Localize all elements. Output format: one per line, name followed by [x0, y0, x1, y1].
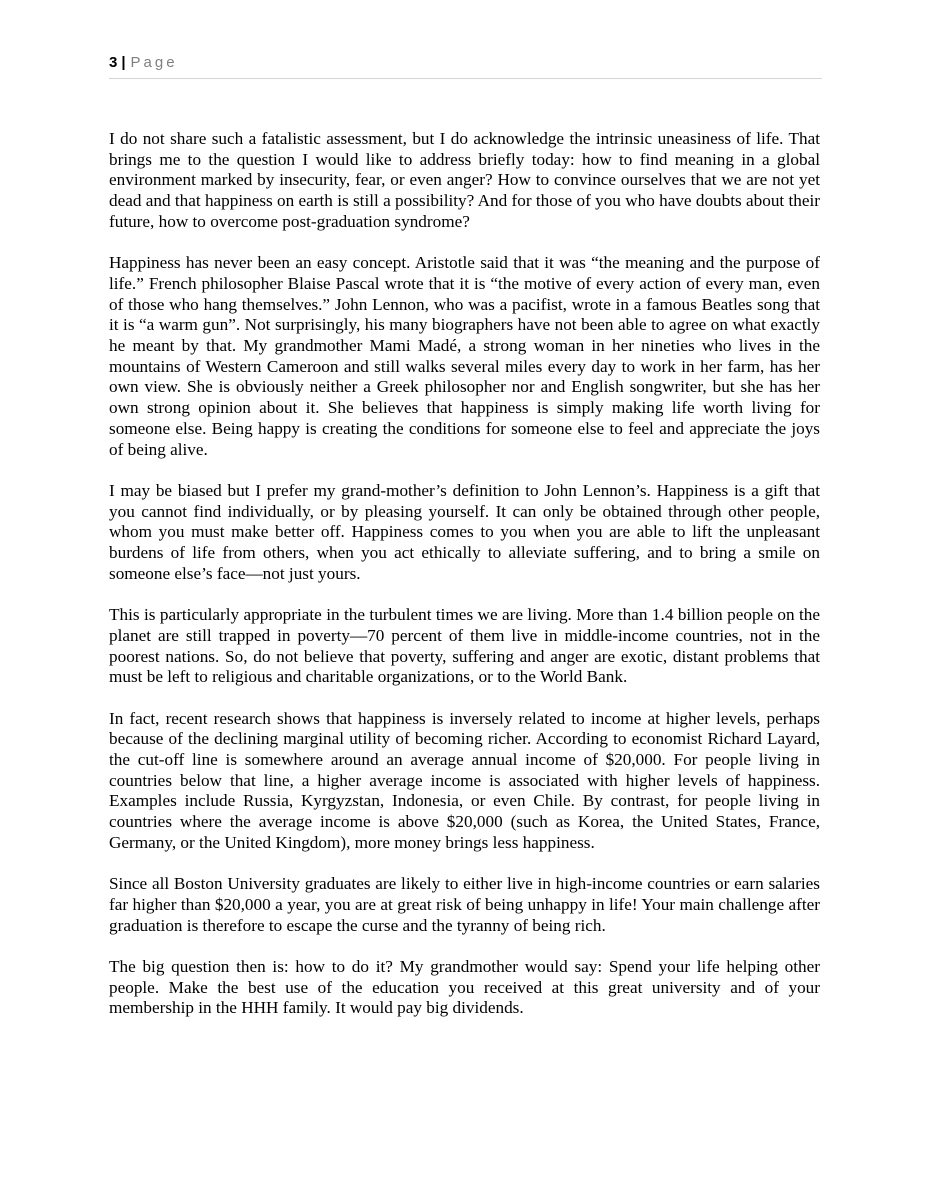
- body-text: [109, 129, 820, 1040]
- paragraph: In fact, recent research shows that happiness is inversely related to income at higher levels, perhaps because of the declining marginal utility of becoming richer. According to economist Richard Layard, the cut-off line is somewhere around an average annual income of $20,000. For people living in countries below that line, a higher average income is associated with higher levels of happiness. Examples include Russia, Kyrgyzstan, Indonesia, or even Chile. By contrast, for people living in countries where the average income is above $20,000 (such as Korea, the United States, France, Germany, or the United Kingdom), more money brings less happiness.: [109, 708, 820, 852]
- page-label: Page: [130, 54, 178, 71]
- paragraph: I do not share such a fatalistic assessment, but I do acknowledge the intrinsic uneasiness of life. That brings me to the question I would like to address briefly today: how to find meaning in a global environment marked by insecurity, fear, or even anger? How to convince ourselves that we are not yet dead and that happiness on earth is still a possibility? And for those of you who have doubts about their future, how to overcome post-graduation syndrome?: [109, 129, 820, 231]
- paragraph: I may be biased but I prefer my grand-mother’s definition to John Lennon’s. Happiness is a gift that you cannot find individually, or by pleasing yourself. It can only be obtained through other people, whom you must make better off. Happiness comes to you when you are able to lift the unpleasant burdens of life from others, when you act ethically to alleviate suffering, and to bring a smile on someone else’s face—not just yours.: [109, 480, 820, 583]
- paragraph: This is particularly appropriate in the turbulent times we are living. More than 1.4 billion people on the planet are still trapped in poverty—70 percent of them live in middle-income countries, not in the poorest nations. So, do not believe that poverty, suffering and anger are exotic, distant problems that must be left to religious and charitable organizations, or to the World Bank.: [109, 605, 820, 687]
- header-separator: |: [121, 54, 126, 71]
- page-number: 3: [109, 54, 118, 71]
- paragraph: Since all Boston University graduates are likely to either live in high-income countries or earn salaries far higher than $20,000 a year, you are at great risk of being unhappy in life! Your main challenge after graduation is therefore to escape the curse and the tyranny of being rich.: [109, 874, 820, 935]
- paragraph: Happiness has never been an easy concept. Aristotle said that it was “the meaning and the purpose of life.” French philosopher Blaise Pascal wrote that it is “the motive of every action of every man, even of those who hang themselves.” John Lennon, who was a pacifist, wrote in a famous Beatles song that it is “a warm gun”. Not surprisingly, his many biographers have not been able to agree on what exactly he meant by that. My grandmother Mami Madé, a strong woman in her nineties who lives in the mountains of Western Cameroon and still walks several miles every day to work in her farm, has her own view. She is obviously neither a Greek philosopher nor and English songwriter, but she has her own strong opinion about it. She believes that happiness is simply making life worth living for someone else. Being happy is creating the conditions for someone else to feel and appreciate the joys of being alive.: [109, 253, 820, 459]
- page-header: [109, 54, 822, 79]
- paragraph: The big question then is: how to do it? My grandmother would say: Spend your life helping other people. Make the best use of the education you received at this great university and of your membership in the HHH family. It would pay big dividends.: [109, 957, 820, 1018]
